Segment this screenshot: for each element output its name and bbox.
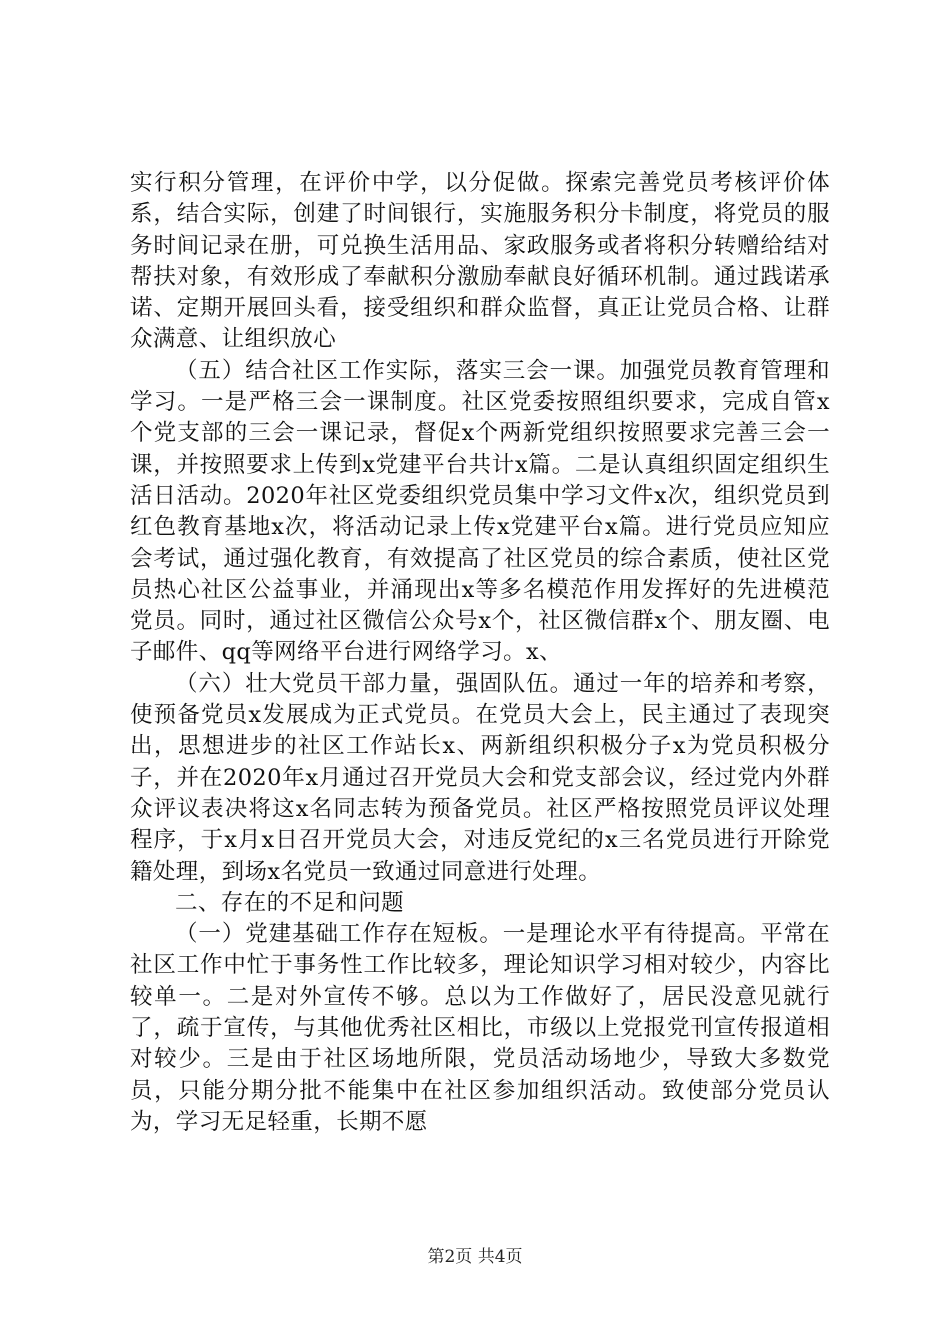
paragraph-1: 实行积分管理，在评价中学，以分促做。探索完善党员考核评价体系，结合实际，创建了时间银行，实施服务积分卡制度，将党员的服务时间记录在册，可兑换生活用品、家政服务或者将积分转赠给结对帮扶对象，有效形成了奉献积分激励奉献良好循环机制。通过践诺承诺、定期开展回头看，接受组织和群众监督，真正让党员合格、让群众满意、让组织放心	[130, 170, 830, 353]
paragraph-2: （五）结合社区工作实际，落实三会一课。加强党员教育管理和学习。一是严格三会一课制度。社区党委按照组织要求，完成自管x个党支部的三会一课记录，督促x个两新党组织按照要求完善三会一课，并按照要求上传到x党建平台共计x篇。二是认真组织固定组织生活日活动。2020年社区党委组织党员集中学习文件x次，组织党员到红色教育基地x次，将活动记录上传x党建平台x篇。进行党员应知应会考试，通过强化教育，有效提高了社区党员的综合素质，使社区党员热心社区公益事业，并涌现出x等多名模范作用发挥好的先进模范党员。同时，通过社区微信公众号x个，社区微信群x个、朋友圈、电子邮件、qq等网络平台进行网络学习。x、	[130, 357, 830, 666]
section-heading: 二、存在的不足和问题	[175, 889, 405, 916]
page-number: 第2页 共4页	[427, 1247, 523, 1267]
document-body	[130, 168, 830, 1138]
paragraph-3: （六）壮大党员干部力量，强固队伍。通过一年的培养和考察，使预备党员x发展成为正式党员。在党员大会上，民主通过了表现突出，思想进步的社区工作站长x、两新组织积极分子x为党员积极分子，并在2020年x月通过召开党员大会和党支部会议，经过党内外群众评议表决将这x名同志转为预备党员。社区严格按照党员评议处理程序，于x月x日召开党员大会，对违反党纪的x三名党员进行开除党籍处理，到场x名党员一致通过同意进行处理。	[130, 670, 830, 885]
paragraph-4: （一）党建基础工作存在短板。一是理论水平有待提高。平常在社区工作中忙于事务性工作比较多，理论知识学习相对较少，内容比较单一。二是对外宣传不够。总以为工作做好了，居民没意见就行了，疏于宣传，与其他优秀社区相比，市级以上党报党刊宣传报道相对较少。三是由于社区场地所限，党员活动场地少，导致大多数党员，只能分期分批不能集中在社区参加组织活动。致使部分党员认为，学习无足轻重，长期不愿	[130, 921, 830, 1135]
